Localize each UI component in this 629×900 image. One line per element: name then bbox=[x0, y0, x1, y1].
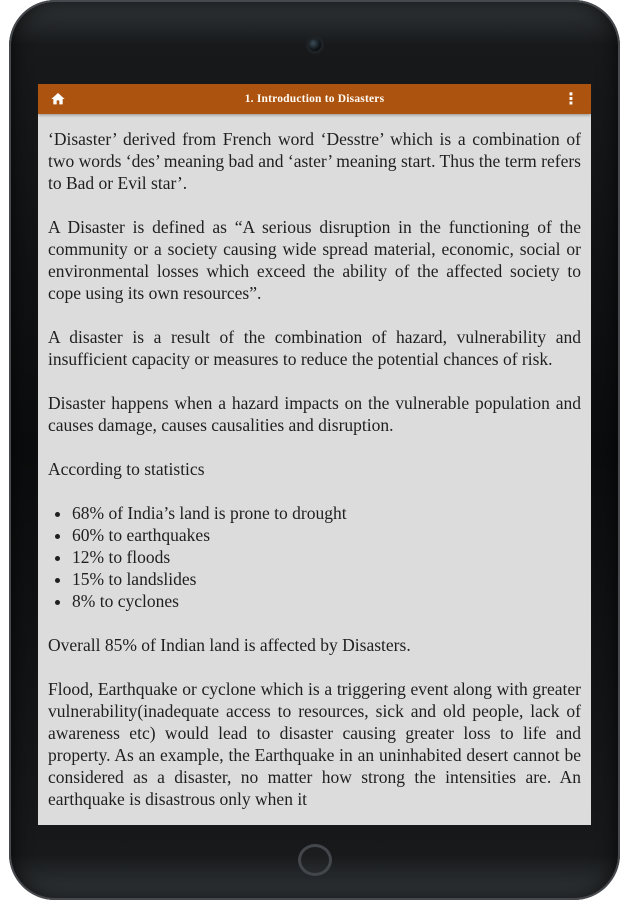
stats-list bbox=[48, 502, 581, 612]
menu-button[interactable] bbox=[559, 87, 583, 111]
device-home-button[interactable] bbox=[298, 844, 332, 876]
home-button[interactable] bbox=[46, 87, 70, 111]
paragraph-definition: A Disaster is defined as “A serious disruption in the functioning of the community or a society causing wide spread material, economic, social or environmental losses which exceed the ability of the affected society to cope using its own resources”. bbox=[48, 217, 581, 303]
paragraph-overall: Overall 85% of Indian land is affected by Disasters. bbox=[48, 635, 411, 655]
paragraph-hazard-impact: Disaster happens when a hazard impacts on the vulnerable population and causes damage, causes causalities and disruption. bbox=[48, 393, 581, 435]
stat-item-drought: • 68% of India’s land is prone to drought bbox=[72, 502, 581, 524]
stat-item-cyclones: • 8% to cyclones bbox=[72, 590, 581, 612]
tablet-frame bbox=[9, 0, 620, 900]
stat-item-floods: • 12% to floods bbox=[72, 546, 581, 568]
content-area[interactable] bbox=[38, 114, 591, 825]
stat-item-landslides: • 15% to landslides bbox=[72, 568, 581, 590]
paragraph-word-origin: ‘Disaster’ derived from French word ‘Desstre’ which is a combination of two words ‘des’ meaning bad and ‘aster’ meaning start. Thus the term refers to Bad or Evil star’. bbox=[48, 129, 581, 193]
stats-intro: According to statistics bbox=[48, 459, 205, 479]
app-header bbox=[38, 84, 591, 114]
app-screen bbox=[38, 84, 591, 825]
page-title: 1. Introduction to Disasters bbox=[244, 93, 385, 105]
stat-item-earthquakes: • 60% to earthquakes bbox=[72, 524, 581, 546]
kebab-menu-icon: ⋮ bbox=[563, 89, 579, 108]
front-camera bbox=[309, 39, 321, 51]
paragraph-closing: Flood, Earthquake or cyclone which is a triggering event along with greater vulnerability(inadequate access to resources, sick and old people, lack of awareness etc) would lead to disaster causing greater loss to life and property. As an example, the Earthquake in an uninhabited desert cannot be considered as a disaster, no matter how strong the intensities are. An earthquake is disastrous only when it bbox=[48, 679, 581, 809]
paragraph-combination: A disaster is a result of the combination of hazard, vulnerability and insufficient capacity or measures to reduce the potential chances of risk. bbox=[48, 327, 581, 369]
home-icon bbox=[50, 91, 66, 107]
